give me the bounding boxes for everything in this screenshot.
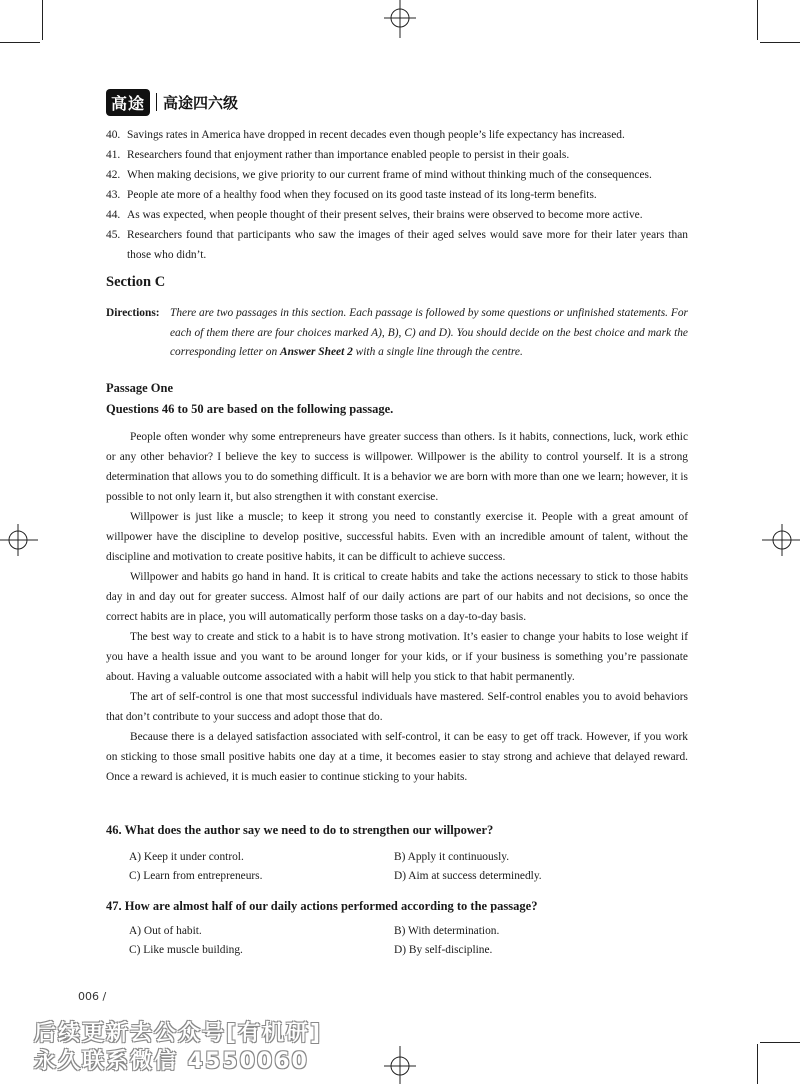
directions-block — [106, 304, 688, 363]
brand-logo: 高途 — [106, 89, 150, 116]
statement-text: When making decisions, we give priority to our current frame of mind without thinking much of the consequences. — [127, 169, 652, 181]
watermark-line: 永久联系微信 4550060 — [34, 1049, 309, 1074]
passage-paragraph: The best way to create and stick to a habit is to have strong motivation. It’s easier to change your habits to lose weight if you have a health issue and you want to be around longer for your kids, or if your business is something you’re passionate about. Having a valuable outcome associated with a habit will help you stick to that habit permanently. — [106, 631, 688, 683]
statement-text: Researchers found that enjoyment rather than importance enabled people to persist in their goals. — [127, 149, 570, 161]
passage-paragraph: The art of self-control is one that most successful individuals have mastered. Self-control enables you to avoid behaviors that don’t contribute to your success and adopt those that do. — [106, 691, 688, 723]
directions-text-part: There are two passages in this section. Each passage is followed by some questions or unfinished statements. For each of them there are four choices marked A), B), C) and D). You should decide on the best choice and mark the corresponding letter on — [170, 307, 688, 358]
directions-answer-sheet: Answer Sheet 2 — [280, 346, 353, 358]
registration-mark-icon — [760, 520, 800, 560]
question-stem: 46. What does the author say we need to do to strengthen our willpower? — [106, 823, 494, 837]
header-divider — [156, 93, 157, 111]
passage-paragraph: Willpower is just like a muscle; to keep it strong you need to constantly exercise it. People with a great amount of willpower have the discipline to develop positive, successful habits. Even with an incredible amount of talent, without the discipline and motivation to create positive habits, it can be difficult to achieve success. — [106, 511, 688, 563]
page-number: 006 / — [78, 990, 107, 1003]
statement-number: 44. — [106, 209, 121, 221]
statement-number: 42. — [106, 169, 121, 181]
passage-intro: Questions 46 to 50 are based on the following passage. — [106, 402, 394, 416]
option-b[interactable]: B) With determination. — [394, 925, 500, 937]
statement-number: 43. — [106, 189, 121, 201]
brand-name: 高途四六级 — [163, 93, 239, 112]
statement-item — [106, 185, 688, 205]
watermark-line: 后续更新去公众号[有机研] — [34, 1021, 323, 1046]
directions-text — [170, 304, 688, 363]
passage-paragraph: People often wonder why some entrepreneurs have greater success than others. Is it habits, connections, luck, work ethic or any other behavior? I believe the key to success is willpower. Willpower is the ability to control yourself. It is a strong determination that allows you to do something difficult. It is a behavior we are born with more than one we learn; however, it is possible to not only learn it, but also strengthen it with constant exercise. — [106, 431, 688, 503]
option-list — [129, 848, 689, 886]
option-d[interactable]: D) By self-discipline. — [394, 944, 493, 956]
statement-number: 45. — [106, 229, 121, 241]
statement-item — [106, 145, 688, 165]
section-title: Section C — [106, 274, 166, 290]
option-b[interactable]: B) Apply it continuously. — [394, 851, 510, 863]
statement-text: As was expected, when people thought of their present selves, their brains were observed to become more active. — [127, 209, 643, 221]
directions-label: Directions: — [106, 307, 160, 319]
option-a[interactable]: A) Out of habit. — [129, 925, 202, 937]
statement-item — [106, 165, 688, 185]
crop-mark — [760, 42, 800, 43]
passage-paragraph: Willpower and habits go hand in hand. It is critical to create habits and take the actions necessary to stick to those habits day in and day out for greater success. Almost half of our daily actions are part of our habits and not decisions, so once the correct habits are in place, you will automatically perform those tasks on a day-to-day basis. — [106, 571, 688, 623]
statement-number: 41. — [106, 149, 121, 161]
passage-label: Passage One — [106, 381, 174, 395]
crop-mark — [760, 1042, 800, 1043]
option-c[interactable]: C) Learn from entrepreneurs. — [129, 870, 263, 882]
option-a[interactable]: A) Keep it under control. — [129, 851, 244, 863]
statement-item — [106, 205, 688, 225]
statement-number: 40. — [106, 129, 121, 141]
registration-mark-icon — [380, 0, 420, 40]
brand-header — [106, 90, 238, 114]
question-stem: 47. How are almost half of our daily actions performed according to the passage? — [106, 899, 538, 913]
option-d[interactable]: D) Aim at success determinedly. — [394, 870, 542, 882]
registration-mark-icon — [380, 1044, 420, 1084]
passage-body — [106, 427, 688, 787]
crop-mark — [0, 42, 40, 43]
crop-mark — [757, 1044, 758, 1084]
option-c[interactable]: C) Like muscle building. — [129, 944, 243, 956]
directions-text-part: with a single line through the centre. — [352, 346, 523, 358]
statement-item — [106, 225, 688, 265]
statement-list — [106, 125, 688, 265]
registration-mark-icon — [0, 520, 40, 560]
crop-mark — [42, 0, 43, 40]
statement-text: Savings rates in America have dropped in recent decades even though people’s life expectancy has increased. — [127, 129, 625, 141]
option-list — [129, 922, 689, 960]
statement-item — [106, 125, 688, 145]
passage-paragraph: Because there is a delayed satisfaction associated with self-control, it can be easy to get off track. However, if you work on sticking to those small positive habits one day at a time, it becomes easier to stay strong and achieve that delayed reward. Once a reward is achieved, it is much easier to continue sticking to your habits. — [106, 731, 688, 783]
statement-text: People ate more of a healthy food when they focused on its good taste instead of its long-term benefits. — [127, 189, 597, 201]
crop-mark — [757, 0, 758, 40]
statement-text: Researchers found that participants who saw the images of their aged selves would save more for their later years than those who didn’t. — [127, 229, 688, 261]
